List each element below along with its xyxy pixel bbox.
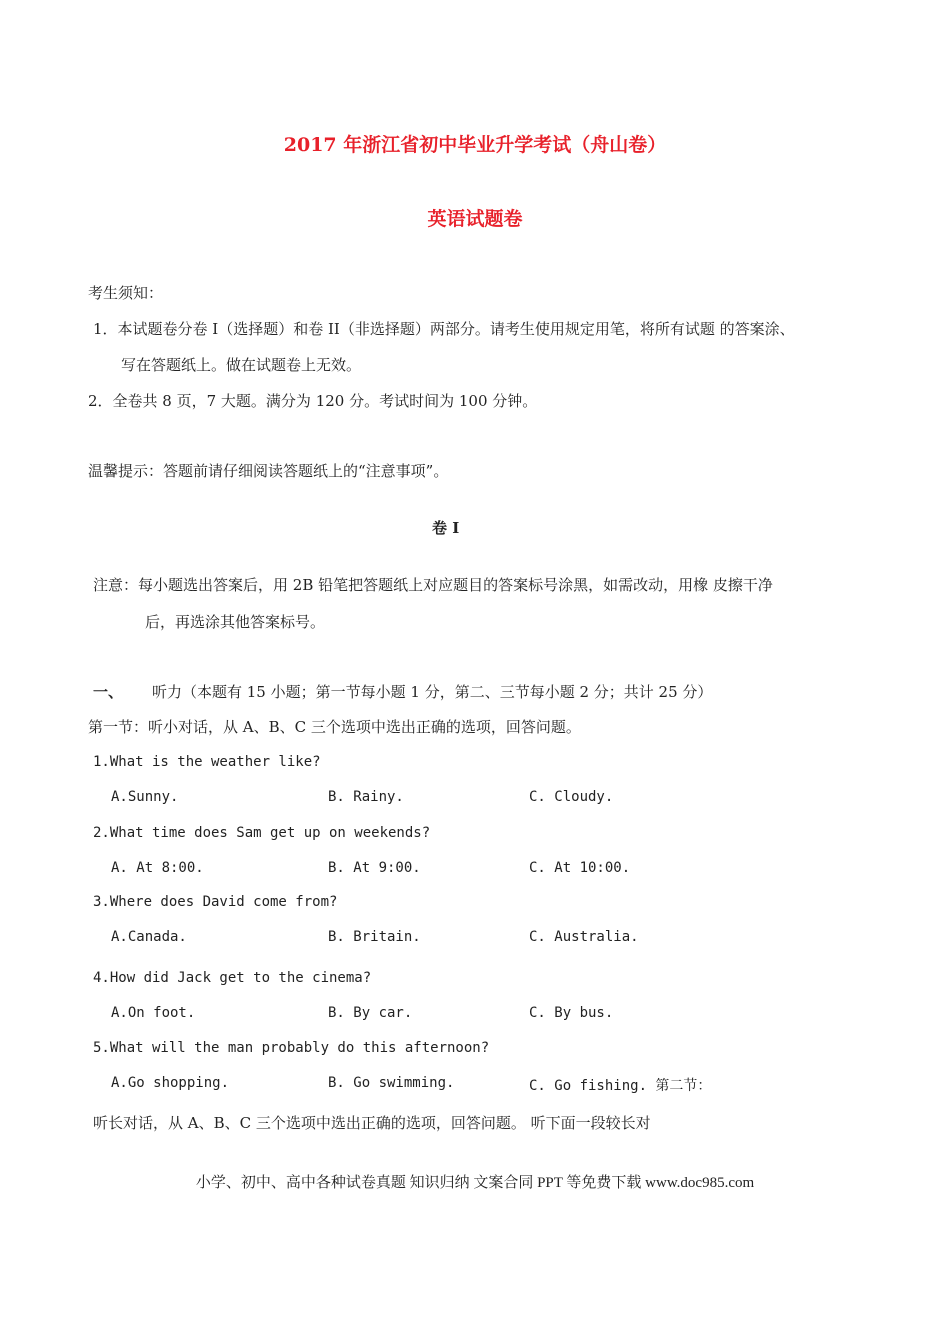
exam-title: 2017 年浙江省初中毕业升学考试（舟山卷）: [283, 134, 667, 156]
question-2-option-a: A. At 8:00.: [111, 860, 204, 876]
notice-item-1-line-1: 1．本试题卷分卷 I（选择题）和卷 II（非选择题）两部分。请考生使用规定用笔，将所有试题 的答案涂、: [93, 320, 795, 338]
question-5-option-b: B. Go swimming.: [328, 1075, 455, 1091]
attention-line-1: 注意：每小题选出答案后，用 2B 铅笔把答题纸上对应题目的答案标号涂黑，如需改动，用橡 皮擦干净: [93, 576, 773, 594]
question-4-option-a: A.On foot.: [111, 1005, 196, 1021]
question-2-option-c: C. At 10:00.: [529, 860, 631, 876]
question-1-option-a: A.Sunny.: [111, 789, 179, 805]
question-2: 2.What time does Sam get up on weekends?: [93, 825, 431, 841]
section-2-intro: 听长对话，从 A、B、C 三个选项中选出正确的选项，回答问题。 听下面一段较长对: [93, 1114, 651, 1132]
question-3-option-c: C. Australia.: [529, 929, 639, 945]
question-2-option-b: B. At 9:00.: [328, 860, 421, 876]
question-1-option-c: C. Cloudy.: [529, 789, 614, 805]
reminder-tip: 温馨提示：答题前请仔细阅读答题纸上的“注意事项”。: [88, 462, 449, 480]
question-3-option-a: A.Canada.: [111, 929, 187, 945]
page-footer: 小学、初中、高中各种试卷真题 知识归纳 文案合同 PPT 等免费下载 www.doc985.com: [195, 1175, 755, 1191]
part-number: 一、: [93, 683, 124, 701]
notice-item-2: 2．全卷共 8 页，7 大题。满分为 120 分。考试时间为 100 分钟。: [88, 392, 538, 410]
question-4: 4.How did Jack get to the cinema?: [93, 970, 372, 986]
part-heading: 听力（本题有 15 小题；第一节每小题 1 分，第二、三节每小题 2 分；共计 25 分）: [152, 683, 713, 701]
question-3-option-b: B. Britain.: [328, 929, 421, 945]
notice-heading: 考生须知：: [88, 284, 164, 302]
question-5-option-c: C. Go fishing. 第二节：: [529, 1078, 712, 1094]
question-5-option-a: A.Go shopping.: [111, 1075, 230, 1091]
question-5: 5.What will the man probably do this afternoon?: [93, 1040, 490, 1056]
question-1: 1.What is the weather like?: [93, 754, 321, 770]
question-3: 3.Where does David come from?: [93, 894, 338, 910]
section-title: 卷 I: [432, 519, 460, 537]
exam-subtitle: 英语试题卷: [427, 208, 523, 230]
attention-line-2: 后，再选涂其他答案标号。: [145, 613, 326, 631]
question-1-option-b: B. Rainy.: [328, 789, 404, 805]
notice-item-1-line-2: 写在答题纸上。做在试题卷上无效。: [121, 356, 362, 374]
question-4-option-b: B. By car.: [328, 1005, 413, 1021]
question-4-option-c: C. By bus.: [529, 1005, 614, 1021]
section-1-intro: 第一节：听小对话，从 A、B、C 三个选项中选出正确的选项，回答问题。: [88, 718, 581, 736]
